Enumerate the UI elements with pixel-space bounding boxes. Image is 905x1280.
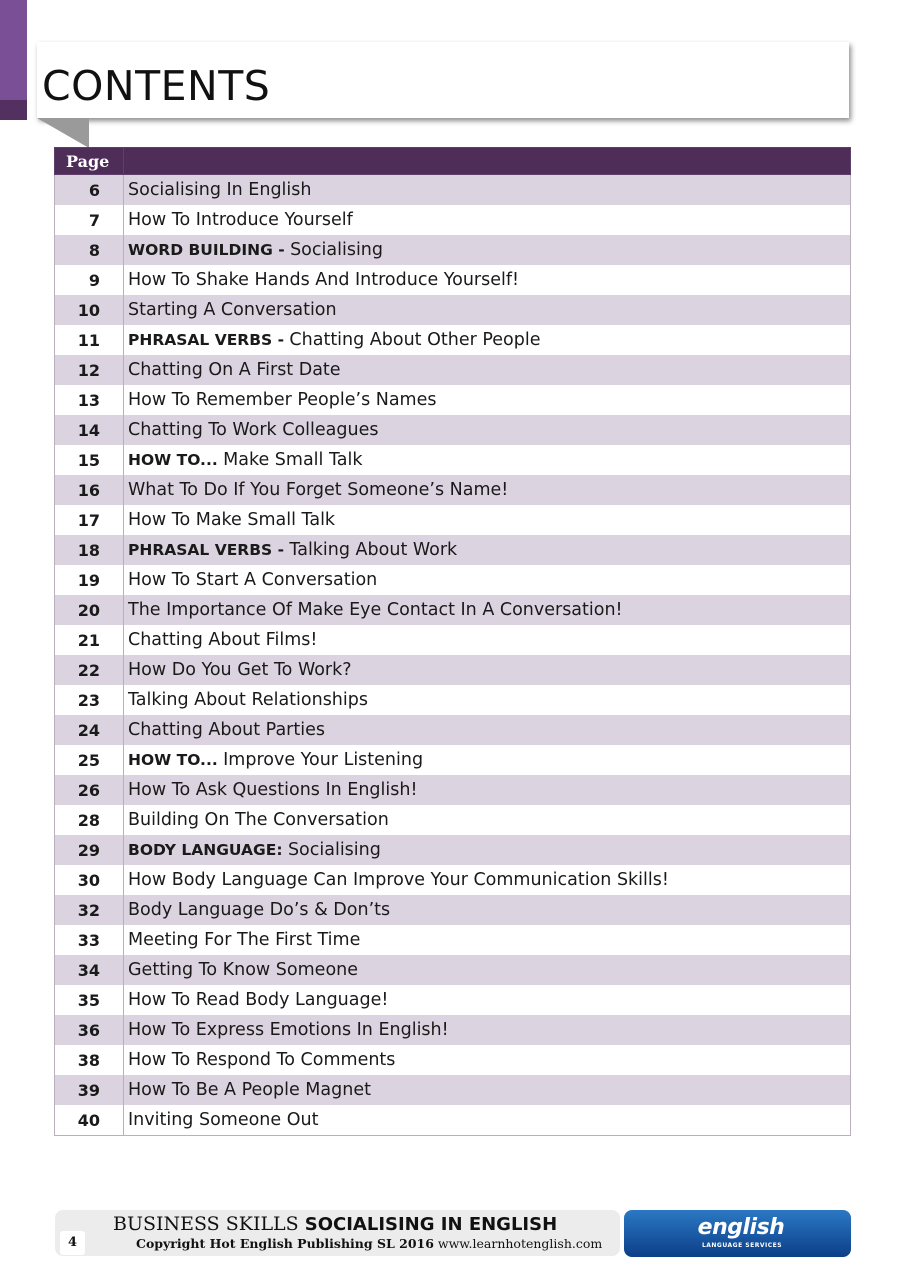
entry-title-cell: [124, 895, 851, 925]
page-number-cell: 13: [55, 385, 124, 415]
entry-title-cell: [124, 955, 851, 985]
page-number-cell: 25: [55, 745, 124, 775]
table-row[interactable]: [55, 535, 851, 565]
entry-title: Talking About Work: [289, 540, 458, 560]
title-fold-decoration: [37, 118, 89, 148]
page-number-cell: 9: [55, 265, 124, 295]
page-number-cell: 35: [55, 985, 124, 1015]
table-row[interactable]: [55, 265, 851, 295]
table-row[interactable]: [55, 985, 851, 1015]
table-row[interactable]: [55, 355, 851, 385]
page-number: 4: [60, 1231, 85, 1255]
entry-section-prefix: WORD BUILDING -: [128, 241, 291, 259]
entry-title: Chatting About Films!: [128, 630, 318, 650]
page-number-cell: 6: [55, 175, 124, 206]
entry-title-cell: [124, 445, 851, 475]
table-row[interactable]: [55, 415, 851, 445]
page-number-cell: 30: [55, 865, 124, 895]
entry-title: How To Express Emotions In English!: [128, 1020, 449, 1040]
page-number-cell: 33: [55, 925, 124, 955]
entry-title-cell: [124, 175, 851, 206]
footer-url[interactable]: www.learnhotenglish.com: [437, 1236, 603, 1251]
page-number-cell: 20: [55, 595, 124, 625]
entry-section-prefix: PHRASAL VERBS -: [128, 331, 290, 349]
learn-hot-english-logo: [624, 1210, 851, 1257]
entry-title-cell: [124, 865, 851, 895]
entry-title-cell: [124, 1075, 851, 1105]
entry-title: Building On The Conversation: [128, 810, 389, 830]
page-number-cell: 7: [55, 205, 124, 235]
page-number-cell: 34: [55, 955, 124, 985]
entry-title-cell: [124, 415, 851, 445]
page-title: CONTENTS: [42, 62, 271, 110]
entry-title-cell: [124, 565, 851, 595]
entry-title-cell: [124, 745, 851, 775]
entry-title-cell: [124, 295, 851, 325]
table-row[interactable]: [55, 1075, 851, 1105]
page-number-cell: 28: [55, 805, 124, 835]
table-row[interactable]: [55, 805, 851, 835]
page-number-cell: 18: [55, 535, 124, 565]
table-row[interactable]: [55, 235, 851, 265]
entry-title-cell: [124, 235, 851, 265]
entry-title-cell: [124, 1045, 851, 1075]
table-row[interactable]: [55, 865, 851, 895]
entry-title-cell: [124, 835, 851, 865]
entry-title-cell: [124, 1015, 851, 1045]
entry-title: Make Small Talk: [223, 450, 363, 470]
entry-title-cell: [124, 775, 851, 805]
table-row[interactable]: [55, 835, 851, 865]
entry-title: Improve Your Listening: [223, 750, 424, 770]
table-row[interactable]: [55, 1015, 851, 1045]
table-row[interactable]: [55, 655, 851, 685]
page-number-cell: 19: [55, 565, 124, 595]
entry-section-prefix: HOW TO...: [128, 451, 224, 469]
entry-title: Inviting Someone Out: [128, 1110, 319, 1130]
entry-title-cell: [124, 925, 851, 955]
footer-book-title: SOCIALISING IN ENGLISH: [304, 1214, 558, 1235]
logo-subtitle: LANGUAGE SERVICES: [701, 1242, 783, 1249]
page-number-cell: 14: [55, 415, 124, 445]
entry-title-cell: [124, 205, 851, 235]
table-header-row: [55, 148, 851, 175]
table-row[interactable]: [55, 685, 851, 715]
entry-title-cell: [124, 325, 851, 355]
entry-title: How Do You Get To Work?: [128, 660, 352, 680]
entry-title-cell: [124, 985, 851, 1015]
contents-table-body: [55, 175, 851, 1136]
entry-title: Starting A Conversation: [128, 300, 337, 320]
entry-title: Chatting About Parties: [128, 720, 325, 740]
entry-title-cell: [124, 385, 851, 415]
entry-title-cell: [124, 535, 851, 565]
table-row[interactable]: [55, 175, 851, 206]
entry-title-cell: [124, 655, 851, 685]
table-row[interactable]: [55, 625, 851, 655]
page-number-cell: 39: [55, 1075, 124, 1105]
entry-title: How To Remember People’s Names: [128, 390, 437, 410]
table-row[interactable]: [55, 595, 851, 625]
entry-title: The Importance Of Make Eye Contact In A Conversation!: [128, 600, 623, 620]
page-number-cell: 24: [55, 715, 124, 745]
entry-title-cell: [124, 805, 851, 835]
entry-title: Chatting About Other People: [289, 330, 541, 350]
table-row[interactable]: [55, 505, 851, 535]
page-number-cell: 15: [55, 445, 124, 475]
page-number-cell: 22: [55, 655, 124, 685]
entry-title-cell: [124, 505, 851, 535]
footer-title-line: [113, 1213, 557, 1235]
table-row[interactable]: [55, 895, 851, 925]
page-number-cell: 12: [55, 355, 124, 385]
logo-wordmark: english: [697, 1215, 785, 1240]
page-number-cell: 38: [55, 1045, 124, 1075]
table-row[interactable]: [55, 565, 851, 595]
page-number-cell: 26: [55, 775, 124, 805]
table-row[interactable]: [55, 325, 851, 355]
table-row[interactable]: [55, 295, 851, 325]
page-number-cell: 8: [55, 235, 124, 265]
entry-section-prefix: BODY LANGUAGE:: [128, 841, 288, 859]
entry-title-cell: [124, 625, 851, 655]
entry-title: Socialising In English: [128, 180, 312, 200]
table-row[interactable]: [55, 925, 851, 955]
entry-title-cell: [124, 355, 851, 385]
entry-title: Talking About Relationships: [128, 690, 368, 710]
entry-title: How To Respond To Comments: [128, 1050, 396, 1070]
entry-title: Getting To Know Someone: [128, 960, 359, 980]
table-row[interactable]: [55, 1105, 851, 1136]
entry-title-cell: [124, 265, 851, 295]
page-number-cell: 23: [55, 685, 124, 715]
table-row[interactable]: [55, 745, 851, 775]
contents-table: [54, 147, 851, 1136]
page-column-header: Page: [55, 148, 124, 175]
entry-title: Meeting For The First Time: [128, 930, 361, 950]
entry-title: How Body Language Can Improve Your Communication Skills!: [128, 870, 669, 890]
page-number-cell: 10: [55, 295, 124, 325]
footer-series: BUSINESS SKILLS: [113, 1213, 299, 1235]
table-row[interactable]: [55, 445, 851, 475]
corner-accent-shade: [0, 100, 27, 120]
entry-title: How To Shake Hands And Introduce Yourself!: [128, 270, 520, 290]
title-box: [37, 42, 849, 118]
entry-title-cell: [124, 475, 851, 505]
entry-section-prefix: HOW TO...: [128, 751, 224, 769]
table-row[interactable]: [55, 385, 851, 415]
table-row[interactable]: [55, 775, 851, 805]
page-number-cell: 21: [55, 625, 124, 655]
page-number-cell: 36: [55, 1015, 124, 1045]
table-row[interactable]: [55, 205, 851, 235]
entry-title: How To Make Small Talk: [128, 510, 336, 530]
entry-title-cell: [124, 1105, 851, 1136]
entry-title: How To Be A People Magnet: [128, 1080, 371, 1100]
footer-copyright-line: [136, 1236, 602, 1251]
entry-title: How To Introduce Yourself: [128, 210, 353, 230]
entry-title-cell: [124, 595, 851, 625]
page-number-cell: 16: [55, 475, 124, 505]
entry-title: Socialising: [287, 840, 381, 860]
title-column-header: [124, 148, 851, 175]
page-number-cell: 40: [55, 1105, 124, 1136]
footer-copyright: Copyright Hot English Publishing SL 2016: [136, 1236, 434, 1251]
table-row[interactable]: [55, 475, 851, 505]
entry-title: Chatting On A First Date: [128, 360, 341, 380]
entry-title: Socialising: [290, 240, 384, 260]
table-row[interactable]: [55, 715, 851, 745]
entry-title: How To Ask Questions In English!: [128, 780, 418, 800]
entry-title: How To Read Body Language!: [128, 990, 389, 1010]
page-number-cell: 29: [55, 835, 124, 865]
entry-title: How To Start A Conversation: [128, 570, 378, 590]
page-number-cell: 32: [55, 895, 124, 925]
page-number-cell: 17: [55, 505, 124, 535]
page-number-cell: 11: [55, 325, 124, 355]
entry-title-cell: [124, 685, 851, 715]
table-row[interactable]: [55, 1045, 851, 1075]
entry-section-prefix: PHRASAL VERBS -: [128, 541, 290, 559]
entry-title: Body Language Do’s & Don’ts: [128, 900, 391, 920]
entry-title: What To Do If You Forget Someone’s Name!: [128, 480, 509, 500]
table-row[interactable]: [55, 955, 851, 985]
entry-title-cell: [124, 715, 851, 745]
entry-title: Chatting To Work Colleagues: [128, 420, 379, 440]
